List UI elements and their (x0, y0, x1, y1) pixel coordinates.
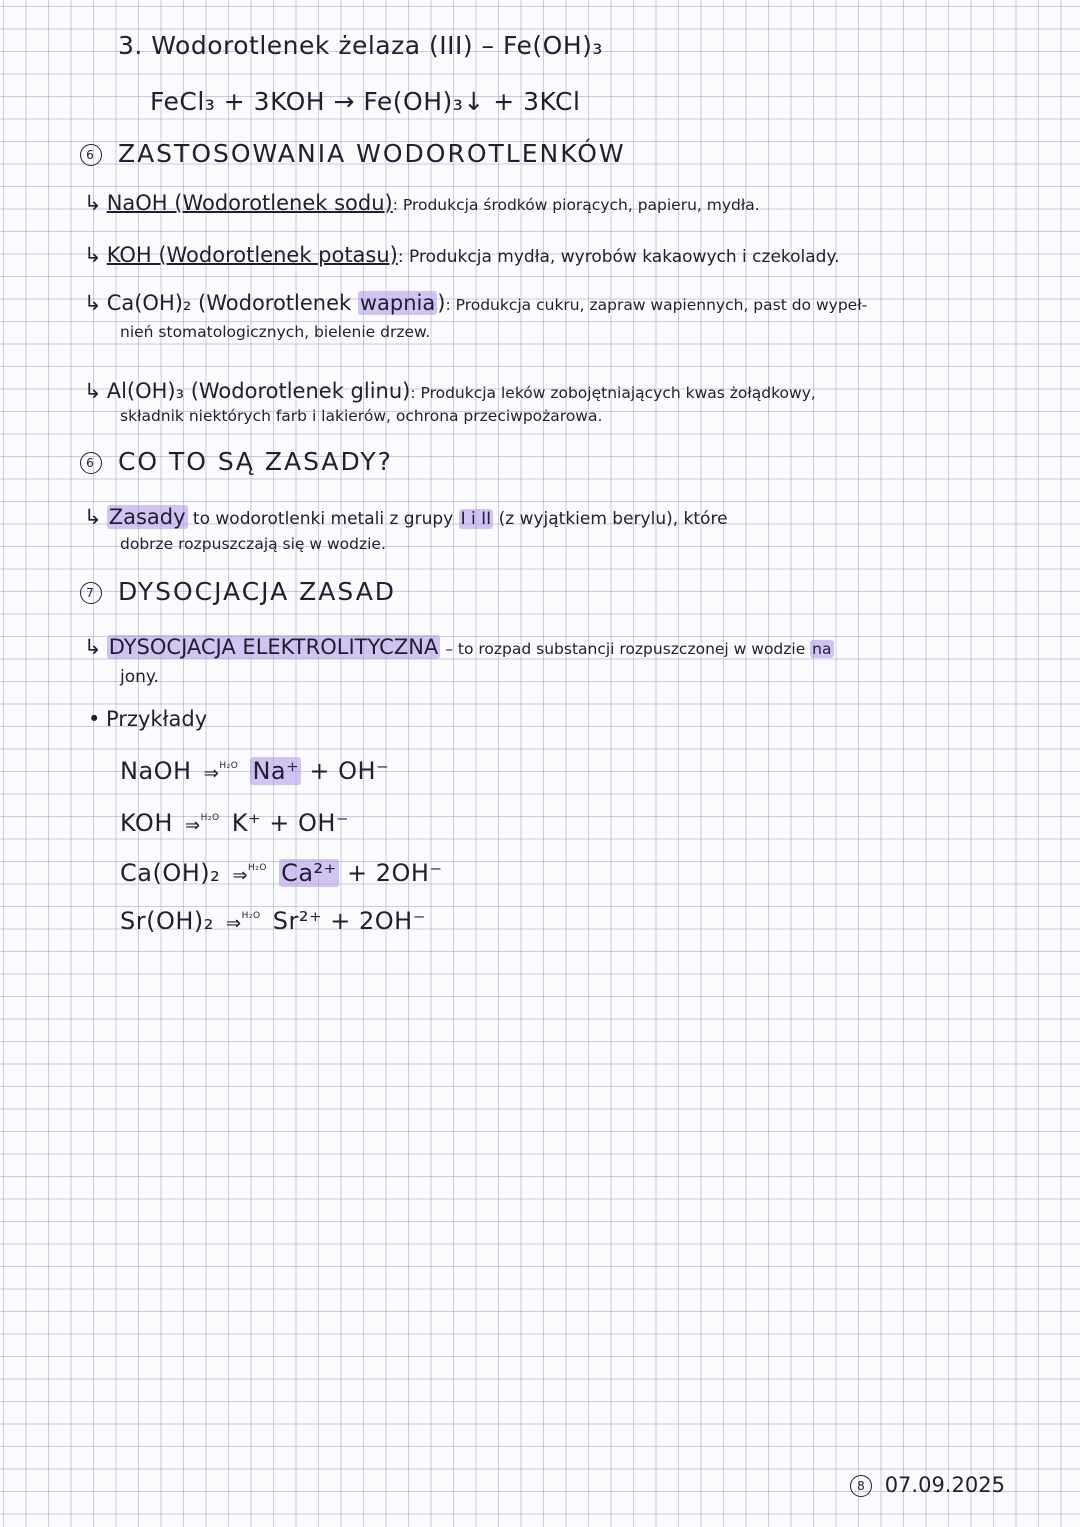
bullet-icon: • (88, 707, 101, 731)
page-footer (850, 1474, 1005, 1497)
arrow-icon: ↳ (84, 505, 102, 529)
section-heading-uses (80, 140, 626, 168)
definition-dissociation-cont: jony. (120, 667, 159, 687)
arrow-icon: ↳ (84, 191, 102, 215)
use-item-koh: ↳ KOH (Wodorotlenek potasu): Produkcja mydła, wyrobów kakaowych i czekolady. (84, 243, 840, 267)
section-heading-dissociation (80, 578, 396, 606)
use-item-caoh2-cont: nień stomatologicznych, bielenie drzew. (120, 323, 431, 341)
section-number-marker: 6 (80, 452, 102, 474)
examples-label: • Przykłady (88, 707, 208, 731)
highlight: wapnia (359, 291, 436, 315)
reaction-arrow-icon: ⇒ (203, 763, 220, 784)
section-title: ZASTOSOWANIA WODOROTLENKÓW (117, 139, 626, 168)
equation-fecl3: FeCl₃ + 3KOH → Fe(OH)₃↓ + 3KCl (150, 87, 581, 116)
subheading-iron-hydroxide: 3. Wodorotlenek żelaza (III) – Fe(OH)₃ (118, 31, 603, 60)
use-item-aloh3: ↳ Al(OH)₃ (Wodorotlenek glinu): Produkcja leków zobojętniających kwas żołądkowy, (84, 379, 816, 403)
section-number-marker: 6 (80, 144, 102, 166)
section-title: CO TO SĄ ZASADY? (117, 447, 393, 476)
arrow-icon: ↳ (84, 291, 102, 315)
section-number-marker: 7 (80, 582, 102, 604)
reaction-naoh: NaOH ⇒$^{H_2O}$ Na⁺ + OH⁻ (120, 757, 390, 785)
page-number-marker: 8 (850, 1475, 872, 1497)
reaction-arrow-icon: ⇒ (226, 913, 242, 934)
reaction-caoh2: Ca(OH)₂ ⇒$^{H_2O}$ Ca²⁺ + 2OH⁻ (120, 859, 443, 887)
highlight: Zasady (108, 505, 186, 529)
use-item-naoh: ↳ NaOH (Wodorotlenek sodu): Produkcja środków piorących, papieru, mydła. (84, 191, 760, 215)
highlight: DYSOCJACJA ELEKTROLITYCZNA (108, 635, 439, 659)
highlight: Na⁺ (252, 757, 300, 785)
definition-bases: ↳ Zasady to wodorotlenki metali z grupy I i II (z wyjątkiem berylu), które (84, 505, 728, 529)
section-heading-bases (80, 448, 393, 476)
arrow-icon: ↳ (84, 379, 102, 403)
reaction-arrow-icon: ⇒ (185, 815, 201, 836)
date: 07.09.2025 (884, 1473, 1005, 1497)
definition-dissociation: ↳ DYSOCJACJA ELEKTROLITYCZNA – to rozpad substancji rozpuszczonej w wodzie na (84, 635, 832, 659)
definition-bases-cont: dobrze rozpuszczają się w wodzie. (120, 535, 386, 553)
highlight: Ca²⁺ (281, 859, 337, 887)
arrow-icon: ↳ (84, 635, 102, 659)
use-item-aloh3-cont: składnik niektórych farb i lakierów, ochrona przeciwpożarowa. (120, 407, 603, 425)
reaction-koh: KOH ⇒$^{H_2O}$ K⁺ + OH⁻ (120, 809, 350, 837)
reaction-arrow-icon: ⇒ (232, 865, 248, 886)
arrow-icon: ↳ (84, 243, 102, 267)
highlight: I i II (460, 509, 492, 529)
highlight: na (812, 640, 832, 658)
reaction-sroh2: Sr(OH)₂ ⇒$^{H_2O}$ Sr²⁺ + 2OH⁻ (120, 907, 426, 935)
use-item-caoh2: ↳ Ca(OH)₂ (Wodorotlenek wapnia): Produkcja cukru, zapraw wapiennych, past do wypeł- (84, 291, 868, 315)
section-title: DYSOCJACJA ZASAD (117, 577, 397, 606)
